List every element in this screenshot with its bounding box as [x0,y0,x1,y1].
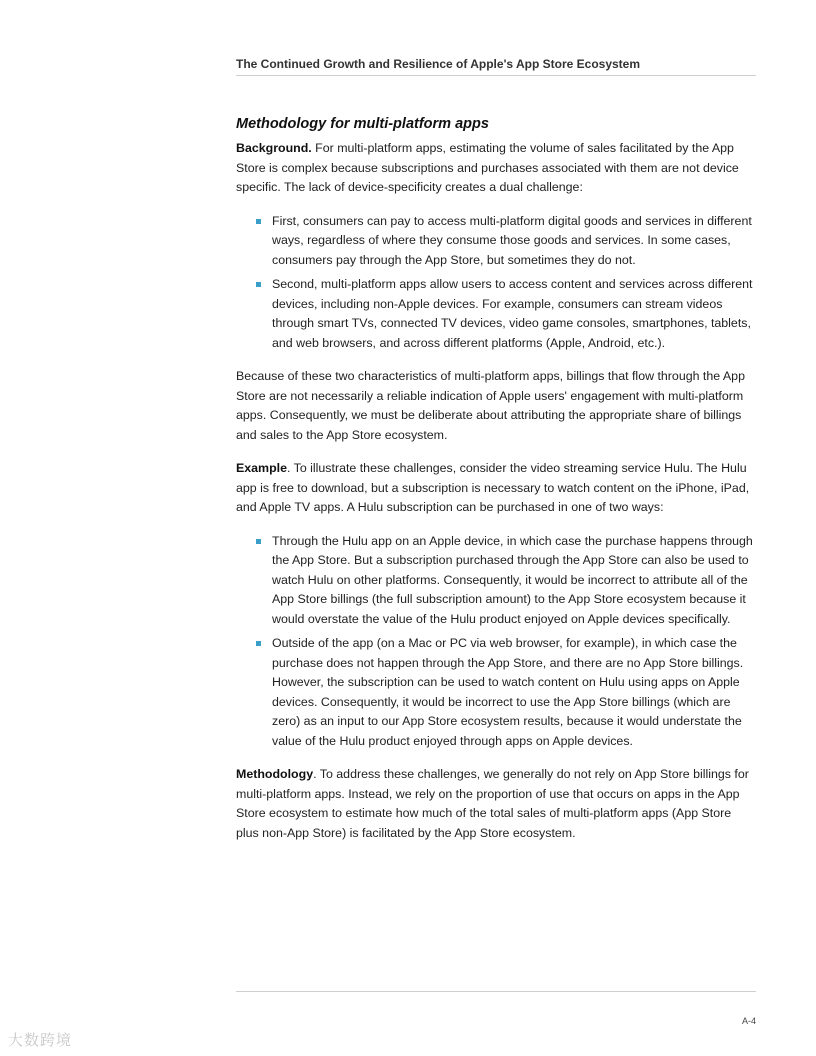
list-item: Second, multi-platform apps allow users to access content and services across different devices, including non-Apple devices. For example, consumers can stream videos through smart TVs, connected TV devices, video game consoles, smartphones, tablets, and web browsers, and across different platforms (Apple, Android, etc.). [272,275,756,353]
page-number: A-4 [742,1016,757,1026]
example-label: Example [236,461,287,475]
background-label: Background. [236,141,312,155]
list-item: First, consumers can pay to access multi-platform digital goods and services in different ways, regardless of where they consume those goods and services. In some cases, consumers pay through the App Store, but sometimes they do not. [272,212,756,271]
square-bullet-icon [256,641,261,646]
running-header: The Continued Growth and Resilience of Apple's App Store Ecosystem [236,57,641,71]
main-content [236,116,756,857]
section-heading: Methodology for multi-platform apps [236,116,489,132]
footer-rule [236,991,756,992]
background-text: For multi-platform apps, estimating the volume of sales facilitated by the App Store is complex because subscriptions and purchases associated with them are not device specific. The lack of device-specificity creates a dual challenge: [236,141,739,194]
ways-list [236,532,756,752]
square-bullet-icon [256,282,261,287]
square-bullet-icon [256,219,261,224]
watermark: 大数跨境 [8,1032,73,1049]
characteristics-paragraph: Because of these two characteristics of multi-platform apps, billings that flow through the App Store are not necessarily a reliable indication of Apple users' engagement with multi-platform apps. Consequently, we must be deliberate about attributing the appropriate share of billings and sales to the App Store ecosystem. [236,369,745,442]
list-item: Through the Hulu app on an Apple device, in which case the purchase happens through the App Store. But a subscription purchased through the App Store can also be used to watch Hulu on other platforms. Consequently, it would be incorrect to attribute all of the App Store billings (the full subscription amount) to the App Store ecosystem because it would overstate the value of the Hulu product enjoyed on Apple devices specifically. [272,532,756,630]
example-paragraph [236,459,756,518]
example-text: . To illustrate these challenges, consider the video streaming service Hulu. The Hulu app is free to download, but a subscription is necessary to watch content on the iPhone, iPad, and Apple TV apps. A Hulu subscription can be purchased in one of two ways: [236,461,750,514]
methodology-text: . To address these challenges, we generally do not rely on App Store billings for multi-platform apps. Instead, we rely on the proportion of use that occurs on apps in the App Store ecosystem to estimate how much of the total sales of multi-platform apps (App Store plus non-App Store) is facilitated by the App Store ecosystem. [236,767,749,840]
challenges-list [236,212,756,354]
methodology-label: Methodology [236,767,314,781]
header-rule [236,75,756,76]
square-bullet-icon [256,539,261,544]
list-item: Outside of the app (on a Mac or PC via web browser, for example), in which case the purchase does not happen through the App Store, and there are no App Store billings. However, the subscription can be used to watch content on Hulu using apps on Apple devices. Consequently, it would be incorrect to use the App Store billings (which are zero) as an input to our App Store ecosystem results, because it would understate the value of the Hulu product enjoyed through apps on Apple devices. [272,634,756,751]
background-paragraph [236,139,756,198]
methodology-paragraph [236,765,756,843]
